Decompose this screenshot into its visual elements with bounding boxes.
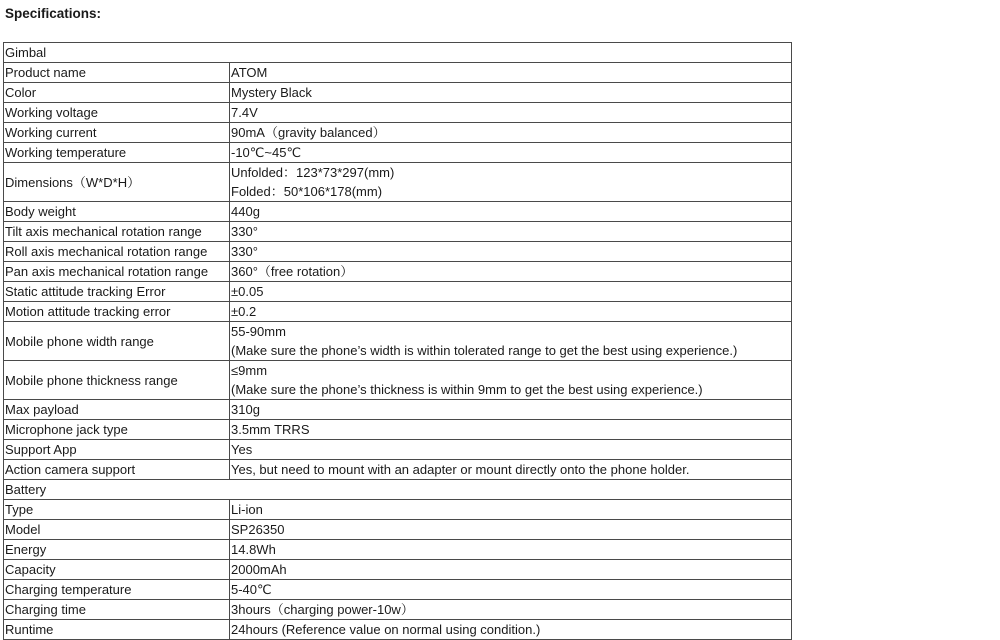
spec-label: Tilt axis mechanical rotation range — [4, 222, 230, 242]
spec-value: 440g — [230, 202, 792, 222]
spec-label: Working voltage — [4, 103, 230, 123]
table-row — [4, 500, 792, 520]
spec-label: Type — [4, 500, 230, 520]
spec-value: 360°（free rotation） — [230, 262, 792, 282]
table-row — [4, 460, 792, 480]
spec-value — [230, 322, 792, 361]
table-row — [4, 202, 792, 222]
table-row — [4, 222, 792, 242]
table-row — [4, 361, 792, 400]
spec-label: Roll axis mechanical rotation range — [4, 242, 230, 262]
spec-value: 14.8Wh — [230, 540, 792, 560]
spec-value: 90mA（gravity balanced） — [230, 123, 792, 143]
table-row — [4, 440, 792, 460]
spec-value-line: Unfolded：123*73*297(mm) — [231, 165, 395, 180]
spec-value: 24hours (Reference value on normal using condition.) — [230, 620, 792, 640]
spec-value-line: 55-90mm — [231, 324, 286, 339]
spec-value-line: Folded：50*106*178(mm) — [231, 184, 383, 199]
spec-value: Yes, but need to mount with an adapter or mount directly onto the phone holder. — [230, 460, 792, 480]
spec-value: 330° — [230, 222, 792, 242]
table-row — [4, 282, 792, 302]
table-row — [4, 580, 792, 600]
spec-label: Color — [4, 83, 230, 103]
spec-label: Energy — [4, 540, 230, 560]
spec-value: ATOM — [230, 63, 792, 83]
spec-label: Mobile phone width range — [4, 322, 230, 361]
spec-value: ±0.2 — [230, 302, 792, 322]
spec-label: Dimensions（W*D*H） — [4, 163, 230, 202]
page-title: Specifications: — [5, 6, 102, 21]
table-row — [4, 123, 792, 143]
spec-value: Li-ion — [230, 500, 792, 520]
spec-value — [230, 361, 792, 400]
spec-value-line: (Make sure the phone’s thickness is within 9mm to get the best using experience.) — [231, 382, 703, 397]
spec-value: Yes — [230, 440, 792, 460]
spec-value: SP26350 — [230, 520, 792, 540]
spec-label: Body weight — [4, 202, 230, 222]
spec-label: Charging temperature — [4, 580, 230, 600]
spec-value-line: ≤9mm — [231, 363, 268, 378]
table-row — [4, 83, 792, 103]
table-row — [4, 520, 792, 540]
table-row — [4, 262, 792, 282]
spec-value: ±0.05 — [230, 282, 792, 302]
spec-label: Product name — [4, 63, 230, 83]
section-title-gimbal: Gimbal — [4, 43, 792, 63]
spec-label: Runtime — [4, 620, 230, 640]
spec-label: Max payload — [4, 400, 230, 420]
section-row-gimbal — [4, 43, 792, 63]
spec-value: 330° — [230, 242, 792, 262]
section-title-battery: Battery — [4, 480, 792, 500]
spec-label: Pan axis mechanical rotation range — [4, 262, 230, 282]
spec-label: Working temperature — [4, 143, 230, 163]
table-row — [4, 540, 792, 560]
table-row — [4, 63, 792, 83]
spec-value: 3.5mm TRRS — [230, 420, 792, 440]
spec-value: 7.4V — [230, 103, 792, 123]
table-row — [4, 302, 792, 322]
table-row — [4, 560, 792, 580]
spec-value: Mystery Black — [230, 83, 792, 103]
table-row — [4, 103, 792, 123]
spec-label: Charging time — [4, 600, 230, 620]
spec-value: 5-40℃ — [230, 580, 792, 600]
spec-label: Microphone jack type — [4, 420, 230, 440]
spec-label: Static attitude tracking Error — [4, 282, 230, 302]
table-row — [4, 242, 792, 262]
spec-label: Model — [4, 520, 230, 540]
table-row — [4, 143, 792, 163]
spec-label: Capacity — [4, 560, 230, 580]
spec-label: Mobile phone thickness range — [4, 361, 230, 400]
table-row — [4, 322, 792, 361]
spec-value: 2000mAh — [230, 560, 792, 580]
table-row — [4, 163, 792, 202]
table-row — [4, 620, 792, 640]
spec-label: Action camera support — [4, 460, 230, 480]
specifications-table — [3, 42, 792, 640]
spec-value: -10℃~45℃ — [230, 143, 792, 163]
table-row — [4, 400, 792, 420]
spec-value: 3hours（charging power-10w） — [230, 600, 792, 620]
section-row-battery — [4, 480, 792, 500]
spec-label: Working current — [4, 123, 230, 143]
spec-value: 310g — [230, 400, 792, 420]
spec-label: Support App — [4, 440, 230, 460]
spec-value — [230, 163, 792, 202]
table-row — [4, 420, 792, 440]
spec-value-line: (Make sure the phone’s width is within tolerated range to get the best using experience.) — [231, 343, 738, 358]
spec-label: Motion attitude tracking error — [4, 302, 230, 322]
table-row — [4, 600, 792, 620]
